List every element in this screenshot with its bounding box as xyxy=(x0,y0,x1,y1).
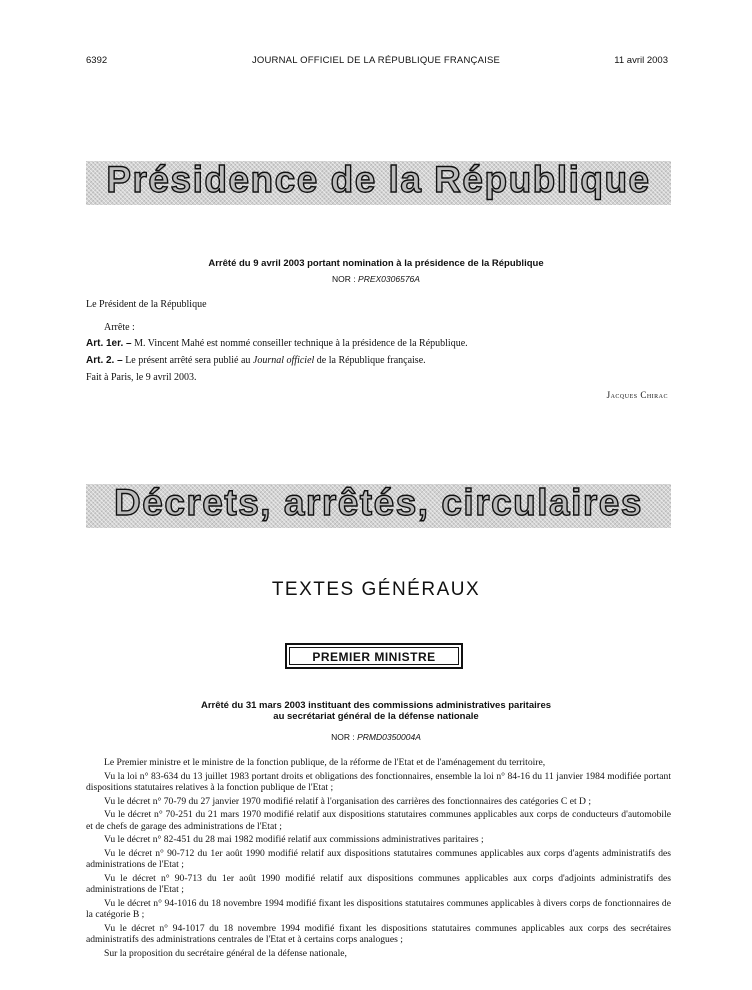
arrete-text: Arrête : xyxy=(104,322,135,333)
page-header xyxy=(0,55,752,69)
article-2-text-a: Le présent arrêté sera publié au xyxy=(125,355,251,366)
banner-title: Présidence de la République xyxy=(106,161,651,200)
nor-label: NOR : xyxy=(332,274,356,284)
section-banner-decrets xyxy=(86,484,671,528)
paragraph: Vu le décret n° 90-712 du 1er août 1990 modifié relatif aux dispositions statutaires communes applicables aux corps d'agents administratifs des administrations de l'Etat ; xyxy=(86,847,671,870)
nor-reference xyxy=(0,274,752,284)
nor-code: PRMD0350004A xyxy=(357,732,421,742)
ministry-label: PREMIER MINISTRE xyxy=(289,647,459,665)
paragraph: Vu le décret n° 94-1017 du 18 novembre 1994 modifié fixant les dispositions statutaires communes applicables aux corps des secrétaires administratifs des administrations centrales de l'Etat et à certains corps analogues ; xyxy=(86,922,671,945)
paragraph: Vu le décret n° 90-713 du 1er août 1990 modifié relatif aux dispositions communes applicables aux corps d'adjoints administratifs des administrations de l'Etat ; xyxy=(86,872,671,895)
intro-text: Le Président de la République xyxy=(86,299,207,310)
article-1-text: M. Vincent Mahé est nommé conseiller technique à la présidence de la République. xyxy=(134,338,468,349)
decree-title: Arrêté du 9 avril 2003 portant nomination à la présidence de la République xyxy=(208,258,544,269)
article-2-text-italic: Journal officiel xyxy=(252,355,315,366)
paragraph: Vu le décret n° 70-79 du 27 janvier 1970 modifié relatif à l'organisation des carrières des fonctionnaires des catégories C et D ; xyxy=(104,795,592,807)
nor-label: NOR : xyxy=(331,732,355,742)
ministry-box xyxy=(285,643,463,669)
issue-date: 11 avril 2003 xyxy=(614,55,668,66)
decree-title-line1: Arrêté du 31 mars 2003 instituant des commissions administratives paritaires xyxy=(200,700,552,711)
signature: Jacques Chirac xyxy=(606,390,668,400)
paragraph: Vu le décret n° 70-251 du 21 mars 1970 modifié relatif aux dispositions statutaires communes applicables aux corps de conducteurs d'automobile et de chefs de garage des administrations de l'Etat ; xyxy=(86,809,671,832)
banner-title: Décrets, arrêtés, circulaires xyxy=(114,484,643,523)
paragraph: Le Premier ministre et le ministre de la fonction publique, de la réforme de l'Etat et de l'aménagement du territoire, xyxy=(104,757,546,768)
article-2-text-b: de la République française. xyxy=(316,355,426,366)
section-subheading: TEXTES GÉNÉRAUX xyxy=(271,579,481,600)
nor-code: PREX0306576A xyxy=(358,274,420,284)
page-number: 6392 xyxy=(86,55,108,66)
journal-title: JOURNAL OFFICIEL DE LA RÉPUBLIQUE FRANÇAISE xyxy=(251,55,501,66)
preamble xyxy=(86,757,671,959)
article-1-label: Art. 1er. – xyxy=(86,338,132,349)
paragraph: Vu le décret n° 82-451 du 28 mai 1982 modifié relatif aux commissions administratives paritaires ; xyxy=(104,834,484,845)
nor-reference xyxy=(0,732,752,742)
paragraph: Sur la proposition du secrétaire général de la défense nationale, xyxy=(104,947,347,959)
article-1 xyxy=(86,338,468,349)
paragraph: Vu le décret n° 94-1016 du 18 novembre 1994 modifié fixant les dispositions statutaires communes applicables à divers corps de fonctionnaires de la catégorie B ; xyxy=(86,897,671,920)
signed-place-date: Fait à Paris, le 9 avril 2003. xyxy=(86,372,197,383)
decree-title-line2: au secrétariat général de la défense nationale xyxy=(273,711,479,722)
article-2-label: Art. 2. – xyxy=(86,355,123,366)
section-banner-presidence xyxy=(86,161,671,205)
article-2 xyxy=(86,355,426,366)
paragraph: Vu la loi n° 83-634 du 13 juillet 1983 portant droits et obligations des fonctionnaires, ensemble la loi n° 84-16 du 11 janvier 1984 modifiée portant dispositions statutaires relatives à la fonction publique de l'Etat ; xyxy=(86,770,671,793)
